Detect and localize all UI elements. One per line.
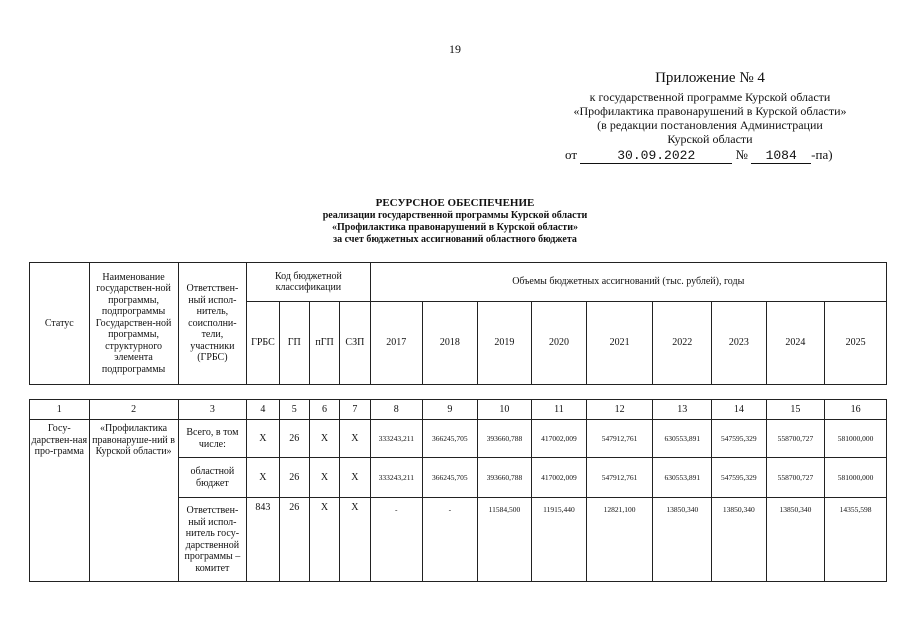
appendix-line-4: Курской области bbox=[667, 132, 753, 146]
status-cell: Госу-дарствен-ная про-грамма bbox=[30, 420, 90, 582]
decree-number: 1084 bbox=[751, 148, 811, 164]
column-number: 14 bbox=[712, 400, 767, 420]
header-szp: СЗП bbox=[340, 302, 370, 385]
value-cell: 14355,598 bbox=[825, 498, 887, 582]
code-cell: 843 bbox=[247, 498, 279, 582]
header-responsible: Ответствен-ный испол-нитель, соисполни-тели, участники (ГРБС) bbox=[178, 263, 247, 385]
value-cell: 333243,211 bbox=[370, 420, 423, 458]
header-grbs: ГРБС bbox=[247, 302, 279, 385]
responsible-cell: Всего, в том числе: bbox=[178, 420, 247, 458]
date-prefix: от bbox=[565, 147, 578, 162]
header-year: 2020 bbox=[532, 302, 587, 385]
value-cell: 366245,705 bbox=[423, 458, 478, 498]
header-year: 2023 bbox=[712, 302, 767, 385]
value-cell: 393660,788 bbox=[477, 458, 532, 498]
value-cell: 13850,340 bbox=[712, 498, 767, 582]
header-year: 2021 bbox=[586, 302, 653, 385]
value-cell: 417002,009 bbox=[532, 458, 587, 498]
value-cell: 417002,009 bbox=[532, 420, 587, 458]
document-heading: РЕСУРСНОЕ ОБЕСПЕЧЕНИЕ bbox=[375, 197, 535, 209]
column-number: 13 bbox=[653, 400, 712, 420]
appendix-line-1: к государственной программе Курской области bbox=[589, 90, 831, 104]
value-cell: 581000,000 bbox=[825, 458, 887, 498]
resource-table bbox=[29, 262, 887, 582]
value-cell: 12821,100 bbox=[586, 498, 653, 582]
code-cell: Х bbox=[247, 458, 279, 498]
value-cell: 393660,788 bbox=[477, 420, 532, 458]
number-suffix: -па) bbox=[811, 147, 833, 162]
header-status: Статус bbox=[30, 263, 90, 385]
value-cell: 13850,340 bbox=[766, 498, 825, 582]
column-number: 9 bbox=[423, 400, 478, 420]
value-cell: 547595,329 bbox=[712, 458, 767, 498]
code-cell: Х bbox=[309, 498, 339, 582]
number-prefix: № bbox=[735, 147, 748, 162]
value-cell: 333243,211 bbox=[370, 458, 423, 498]
column-number: 2 bbox=[89, 400, 178, 420]
value-cell: 558700,727 bbox=[766, 420, 825, 458]
value-cell: 11584,500 bbox=[477, 498, 532, 582]
code-cell: Х bbox=[309, 420, 339, 458]
code-cell: 26 bbox=[279, 420, 309, 458]
column-number: 6 bbox=[309, 400, 339, 420]
column-number: 11 bbox=[532, 400, 587, 420]
header-year: 2017 bbox=[370, 302, 423, 385]
column-number: 10 bbox=[477, 400, 532, 420]
decree-date-line bbox=[565, 147, 833, 164]
header-name: Наименование государствен-ной программы, подпрограммы Государствен-ной программы, структурного элемента подпрограммы bbox=[89, 263, 178, 385]
responsible-cell: областной бюджет bbox=[178, 458, 247, 498]
heading-line-3: «Профилактика правонарушений в Курской области» bbox=[332, 222, 578, 233]
heading-line-2: реализации государственной программы Курской области bbox=[322, 210, 588, 221]
code-cell: 26 bbox=[279, 498, 309, 582]
column-number: 3 bbox=[178, 400, 247, 420]
column-number: 8 bbox=[370, 400, 423, 420]
column-number: 4 bbox=[247, 400, 279, 420]
page-number: 19 bbox=[449, 42, 461, 56]
header-pgp: пГП bbox=[309, 302, 339, 385]
code-cell: Х bbox=[309, 458, 339, 498]
appendix-title: Приложение № 4 bbox=[655, 70, 765, 86]
appendix-line-2: «Профилактика правонарушений в Курской области» bbox=[573, 104, 847, 118]
column-number: 15 bbox=[766, 400, 825, 420]
value-cell: 558700,727 bbox=[766, 458, 825, 498]
value-cell: - bbox=[370, 498, 423, 582]
value-cell: - bbox=[423, 498, 478, 582]
code-cell: Х bbox=[340, 420, 370, 458]
column-number: 5 bbox=[279, 400, 309, 420]
code-cell: 26 bbox=[279, 458, 309, 498]
value-cell: 13850,340 bbox=[653, 498, 712, 582]
value-cell: 366245,705 bbox=[423, 420, 478, 458]
program-name-cell: «Профилактика правонаруше-ний в Курской области» bbox=[89, 420, 178, 582]
value-cell: 630553,891 bbox=[653, 420, 712, 458]
heading-line-4: за счет бюджетных ассигнований областного бюджета bbox=[333, 234, 577, 245]
column-number: 1 bbox=[30, 400, 90, 420]
column-number: 16 bbox=[825, 400, 887, 420]
column-number: 7 bbox=[340, 400, 370, 420]
value-cell: 11915,440 bbox=[532, 498, 587, 582]
header-code: Код бюджетной классификации bbox=[247, 263, 370, 302]
header-gp: ГП bbox=[279, 302, 309, 385]
table-gap bbox=[30, 385, 887, 400]
header-year: 2025 bbox=[825, 302, 887, 385]
responsible-cell: Ответствен-ный испол-нитель госу-дарственной программы – комитет bbox=[178, 498, 247, 582]
code-cell: Х bbox=[340, 498, 370, 582]
value-cell: 547912,761 bbox=[586, 420, 653, 458]
header-volumes: Объемы бюджетных ассигнований (тыс. рублей), годы bbox=[370, 263, 886, 302]
value-cell: 581000,000 bbox=[825, 420, 887, 458]
value-cell: 547595,329 bbox=[712, 420, 767, 458]
value-cell: 630553,891 bbox=[653, 458, 712, 498]
column-number: 12 bbox=[586, 400, 653, 420]
value-cell: 547912,761 bbox=[586, 458, 653, 498]
appendix-line-3: (в редакции постановления Администрации bbox=[597, 118, 823, 132]
code-cell: Х bbox=[247, 420, 279, 458]
code-cell: Х bbox=[340, 458, 370, 498]
decree-date: 30.09.2022 bbox=[580, 148, 732, 164]
header-year: 2024 bbox=[766, 302, 825, 385]
header-year: 2022 bbox=[653, 302, 712, 385]
header-year: 2018 bbox=[423, 302, 478, 385]
header-year: 2019 bbox=[477, 302, 532, 385]
